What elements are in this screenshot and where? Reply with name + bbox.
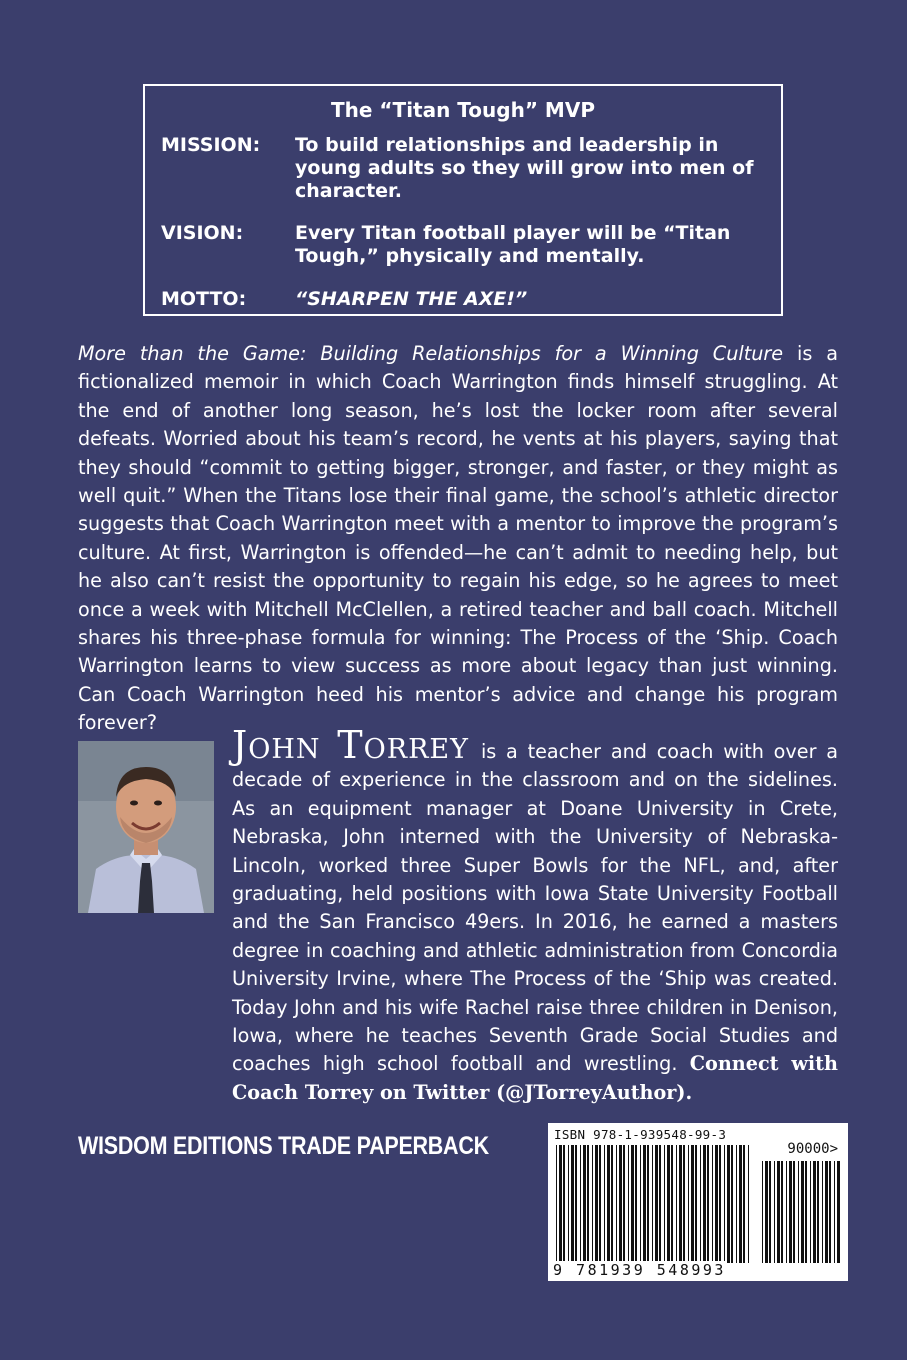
barcode-bar (810, 1161, 811, 1263)
vision-label: VISION: (161, 222, 244, 244)
barcode-bar (774, 1161, 775, 1263)
book-description-text: is a fictionalized memoir in which Coach Warrington finds himself struggling. At the end of another long season, he’s lost the locker room after several defeats. Worried about his team’s record, he vents at his players, saying that they should “commit to getting bigger, stronger, and faster, or they might as well quit.” When the Titans lose their final game, the school’s athletic director suggests that Coach Warrington meet with a mentor to improve the program’s culture. At first, Warrington is offended—he can’t admit to needing help, but he also can’t resist the opportunity to regain his edge, so he agrees to meet once a week with Mitchell McClellen, a retired teacher and ball coach. Mitchell shares his three-phase formula for winning: The Process of the ‘Ship. Coach Warrington learns to view success as more about legacy than just winning. Can Coach Warrington heed his mentor’s advice and change his program forever? (78, 342, 838, 735)
imprint-label: WISDOM EDITIONS TRADE PAPERBACK (78, 1132, 489, 1160)
barcode-bar (559, 1145, 562, 1263)
barcode-bar (655, 1145, 658, 1263)
barcode-bar (813, 1161, 816, 1263)
barcode-bar (631, 1145, 634, 1263)
barcode-bar (724, 1145, 725, 1263)
book-description (78, 340, 838, 738)
barcode-bar (798, 1161, 799, 1263)
barcode-bar (568, 1145, 569, 1263)
barcode-bar (604, 1145, 605, 1263)
mvp-title: The “Titan Tough” MVP (331, 98, 595, 122)
mission-text: To build relationships and leadership in young adults so they will grow into men of character. (295, 134, 754, 202)
barcode-bar (743, 1145, 745, 1263)
barcode-bar (575, 1145, 577, 1263)
barcode-bar (619, 1145, 622, 1263)
barcode-bar (659, 1145, 661, 1263)
barcode-bar (805, 1161, 807, 1263)
barcode-bar (748, 1145, 749, 1263)
author-photo (78, 741, 214, 913)
author-bio-text: is a teacher and coach with over a decade of experience in the classroom and on the sidelines. As an equipment manager at Doane University in Crete, Nebraska, John interned with the University of Nebraska-Lincoln, worked three Super Bowls for the NFL, and, after graduating, held positions with Iowa State University Football and the San Francisco 49ers. In 2016, he earned a masters degree in coaching and athletic administration from Concordia University Irvine, where The Process of the ‘Ship was created. Today John and his wife Rachel raise three children in Denison, Iowa, where he teaches Seventh Grade Social Studies and coaches high school football and wrestling. (232, 740, 838, 1076)
barcode-bar (571, 1145, 574, 1263)
barcode-bar (583, 1145, 586, 1263)
book-title: More than the Game: Building Relationships for a Winning Culture (78, 342, 784, 365)
barcode-bar (762, 1161, 763, 1263)
barcode-bar (700, 1145, 701, 1263)
barcode-bar (628, 1145, 629, 1263)
barcode-bar (736, 1145, 737, 1263)
ean-digits: 9 781939 548993 (553, 1261, 726, 1279)
barcode-bar (825, 1161, 828, 1263)
barcode (548, 1123, 848, 1281)
motto-text: “SHARPEN THE AXE!” (295, 288, 528, 310)
author-bio (232, 723, 838, 1107)
barcode-bar (691, 1145, 694, 1263)
barcode-bar (715, 1145, 718, 1263)
barcode-bar (829, 1161, 831, 1263)
ean-barcode-bars (554, 1145, 754, 1263)
barcode-bar (616, 1145, 617, 1263)
barcode-bar (563, 1145, 565, 1263)
barcode-bar (623, 1145, 625, 1263)
mission-label: MISSION: (161, 134, 261, 156)
barcode-bar (765, 1161, 768, 1263)
barcode-bar (640, 1145, 641, 1263)
mvp-box (143, 84, 783, 316)
barcode-bar (789, 1161, 792, 1263)
motto-label: MOTTO: (161, 288, 247, 310)
barcode-bar (607, 1145, 610, 1263)
barcode-bar (664, 1145, 665, 1263)
barcode-bar (635, 1145, 637, 1263)
barcode-bar (580, 1145, 581, 1263)
barcode-bar (786, 1161, 787, 1263)
vision-text: Every Titan football player will be “Titan Tough,” physically and mentally. (295, 222, 731, 267)
barcode-bar (801, 1161, 804, 1263)
barcode-bar (727, 1145, 730, 1263)
addon-barcode-bars (760, 1161, 842, 1263)
barcode-bar (683, 1145, 685, 1263)
isbn-label: ISBN 978-1-939548-99-3 (554, 1127, 727, 1142)
barcode-bar (712, 1145, 713, 1263)
barcode-bar (592, 1145, 593, 1263)
barcode-bar (595, 1145, 598, 1263)
barcode-bar (599, 1145, 601, 1263)
barcode-bar (777, 1161, 780, 1263)
barcode-bar (769, 1161, 771, 1263)
barcode-bar (834, 1161, 835, 1263)
barcode-bar (719, 1145, 721, 1263)
barcode-bar (667, 1145, 670, 1263)
barcode-bar (781, 1161, 783, 1263)
barcode-bar (739, 1145, 742, 1263)
barcode-bar (556, 1145, 557, 1263)
barcode-bar (679, 1145, 682, 1263)
barcode-bar (587, 1145, 589, 1263)
barcode-bar (695, 1145, 697, 1263)
barcode-bar (817, 1161, 819, 1263)
addon-price-code: 90000> (787, 1141, 838, 1157)
barcode-bar (793, 1161, 795, 1263)
author-name: John Torrey (232, 723, 469, 767)
author-portrait-image (78, 741, 214, 913)
barcode-bar (822, 1161, 823, 1263)
barcode-bar (837, 1161, 840, 1263)
barcode-bar (611, 1145, 613, 1263)
barcode-bar (671, 1145, 673, 1263)
barcode-bar (731, 1145, 733, 1263)
barcode-bar (688, 1145, 689, 1263)
barcode-bar (703, 1145, 706, 1263)
barcode-bar (676, 1145, 677, 1263)
barcode-bar (707, 1145, 709, 1263)
barcode-bar (647, 1145, 649, 1263)
barcode-bar (652, 1145, 653, 1263)
barcode-bar (643, 1145, 646, 1263)
author-connect: Connect with Coach Torrey on Twitter (@JTorreyAuthor). (232, 1052, 838, 1104)
